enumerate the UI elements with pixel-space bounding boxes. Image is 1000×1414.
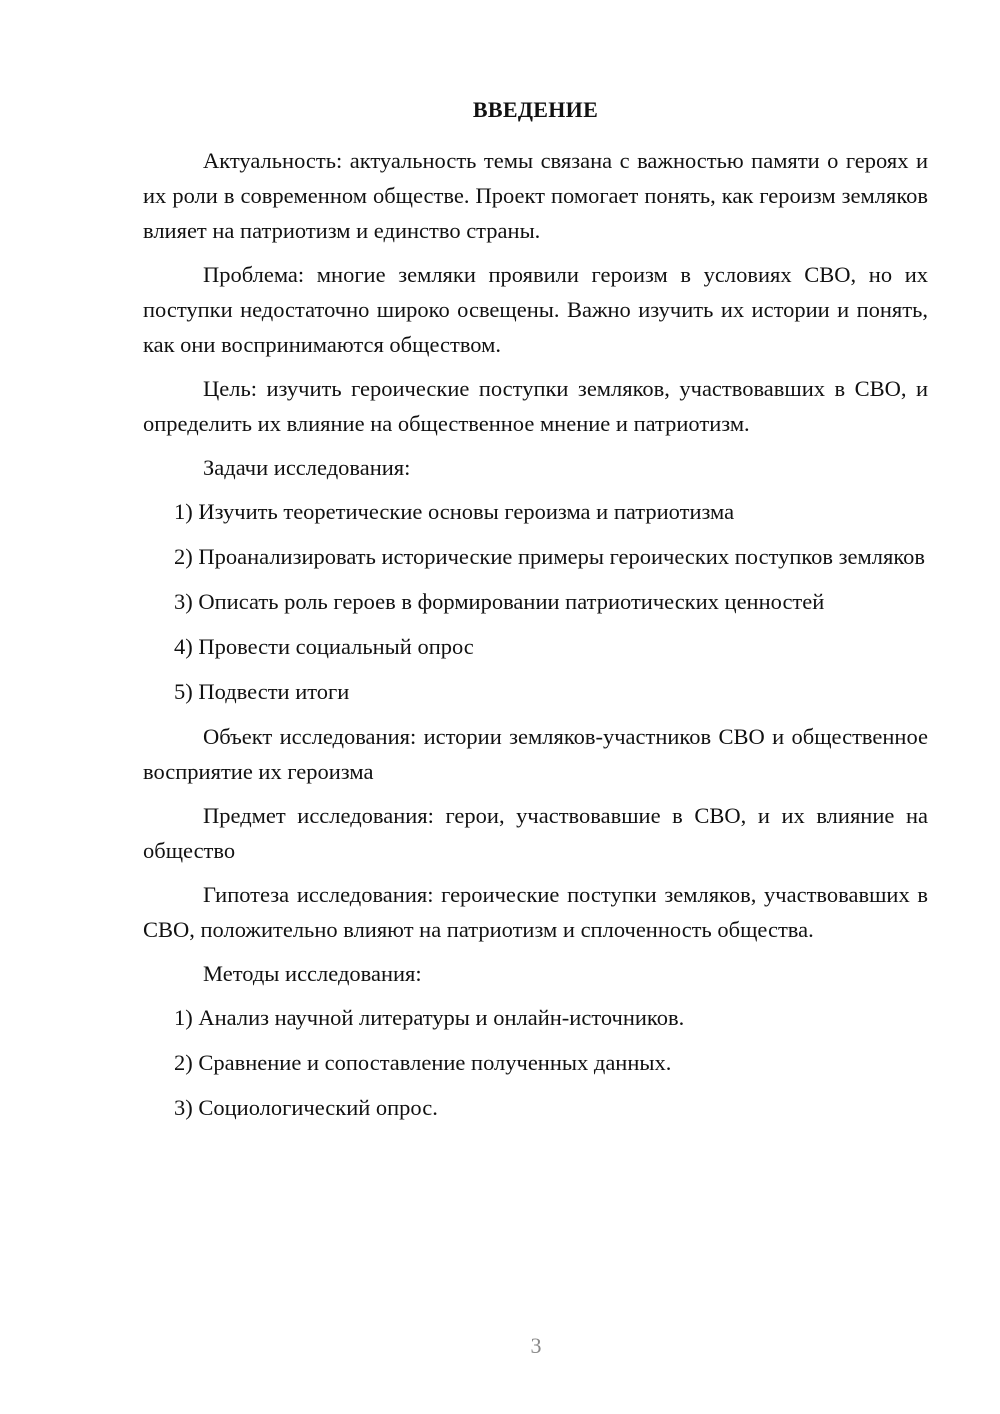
goal-paragraph: Цель: изучить героические поступки земляков, участвовавших в СВО, и определить их влияние на общественное мнение и патриотизм. [143, 376, 928, 436]
task-item: 2) Проанализировать исторические примеры героических поступков земляков [174, 544, 926, 569]
task-item: 4) Провести социальный опрос [174, 634, 474, 659]
subject-paragraph: Предмет исследования: герои, участвовавшие в СВО, и их влияние на общество [143, 803, 928, 863]
tasks-heading: Задачи исследования: [203, 455, 411, 480]
relevance-paragraph: Актуальность: актуальность темы связана с важностью памяти о героях и их роли в современном обществе. Проект помогает понять, как героизм земляков влияет на патриотизм и единство страны. [143, 148, 928, 243]
document-body [143, 143, 928, 1135]
object-paragraph: Объект исследования: истории земляков-участников СВО и общественное восприятие их героизма [143, 724, 928, 784]
page-number: 3 [530, 1333, 542, 1358]
methods-heading: Методы исследования: [203, 961, 422, 986]
method-item: 3) Социологический опрос. [174, 1095, 438, 1120]
task-item: 1) Изучить теоретические основы героизма и патриотизма [174, 499, 735, 524]
problem-paragraph: Проблема: многие земляки проявили героизм в условиях СВО, но их поступки недостаточно широко освещены. Важно изучить их истории и понять, как они воспринимаются обществом. [143, 262, 928, 357]
task-item: 3) Описать роль героев в формировании патриотических ценностей [174, 589, 825, 614]
task-item: 5) Подвести итоги [174, 679, 350, 704]
section-title: ВВЕДЕНИЕ [472, 97, 599, 122]
method-item: 1) Анализ научной литературы и онлайн-источников. [174, 1005, 685, 1030]
hypothesis-paragraph: Гипотеза исследования: героические поступки земляков, участвовавших в СВО, положительно влияют на патриотизм и сплоченность общества. [143, 882, 928, 942]
method-item: 2) Сравнение и сопоставление полученных данных. [174, 1050, 672, 1075]
